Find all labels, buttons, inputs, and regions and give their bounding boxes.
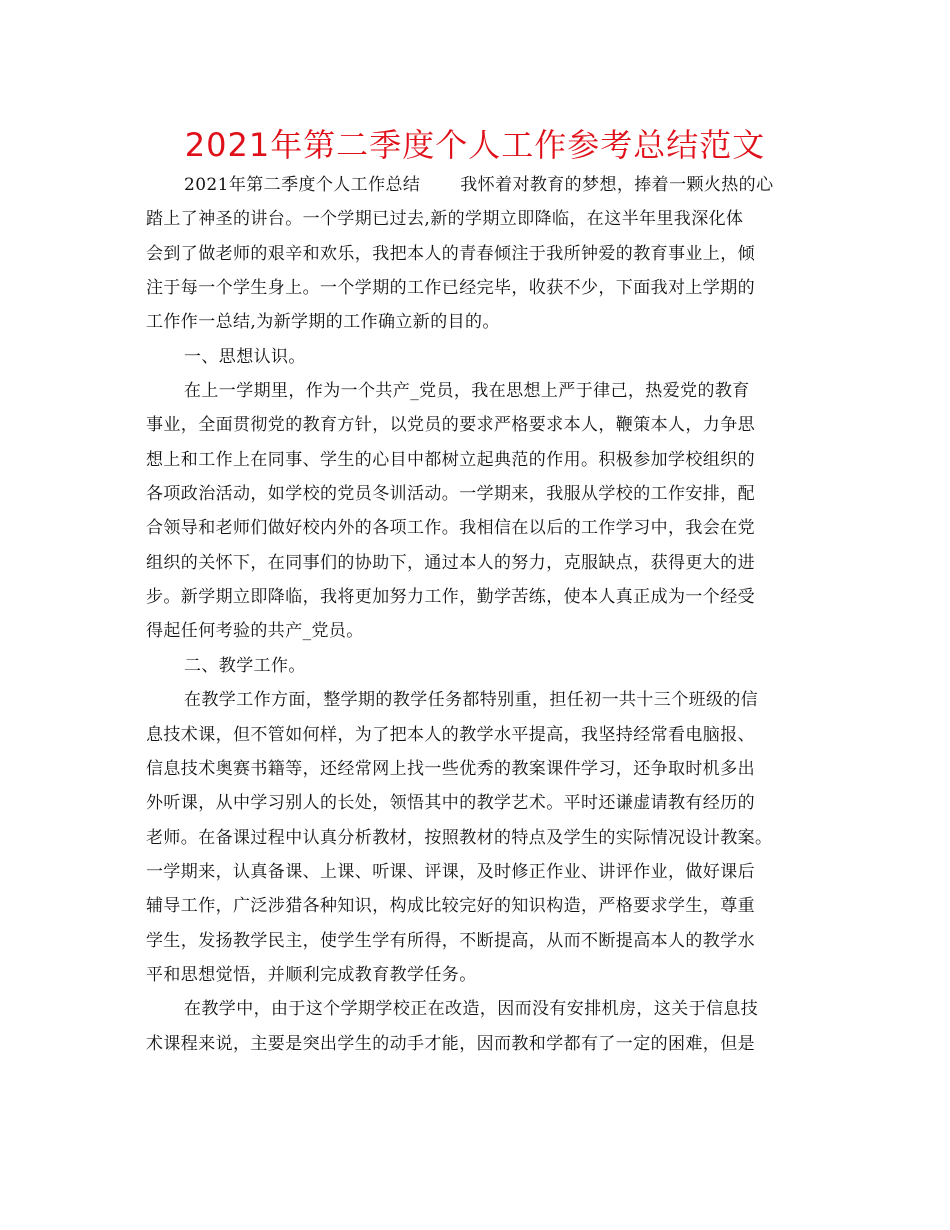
text-line xyxy=(146,202,806,236)
text-line xyxy=(146,718,806,752)
text-line xyxy=(146,374,806,408)
text-line-content: 注于每一个学生身上。一个学期的工作已经完毕，收获不少，下面我对上学期的 xyxy=(146,278,755,299)
text-line-content: 合领导和老师们做好校内外的各项工作。我相信在以后的工作学习中，我会在党 xyxy=(146,518,755,539)
text-line xyxy=(146,855,806,889)
text-line-content: 二、教学工作。 xyxy=(184,655,306,676)
text-line xyxy=(146,340,806,374)
text-line-content: 工作作一总结,为新学期的工作确立新的目的。 xyxy=(146,312,500,333)
text-line-content: 信息技术奥赛书籍等，还经常网上找一些优秀的教案课件学习，还争取时机多出 xyxy=(146,758,755,779)
text-line-content: 术课程来说，主要是突出学生的动手才能，因而教和学都有了一定的困难，但是 xyxy=(146,1033,755,1054)
text-line xyxy=(146,958,806,992)
text-line xyxy=(146,511,806,545)
text-line xyxy=(146,786,806,820)
text-line-content: 我怀着对教育的梦想，捧着一颗火热的心 xyxy=(460,175,774,195)
text-line xyxy=(146,924,806,958)
text-line-content: 息技术课，但不管如何样，为了把本人的教学水平提高，我坚持经常看电脑报、 xyxy=(146,724,755,745)
text-line-content: 辅导工作，广泛涉猎各种知识，构成比较完好的知识构造，严格要求学生，尊重 xyxy=(146,896,755,917)
text-line-content: 会到了做老师的艰辛和欢乐，我把本人的青春倾注于我所钟爱的教育事业上，倾 xyxy=(146,243,755,264)
text-line xyxy=(146,305,806,339)
text-line-content: 一、思想认识。 xyxy=(184,346,306,367)
text-line xyxy=(146,443,806,477)
text-line-content: 一学期来，认真备课、上课、听课、评课，及时修正作业、讲评作业，做好课后 xyxy=(146,861,755,882)
text-line xyxy=(146,992,806,1026)
text-line-content: 想上和工作上在同事、学生的心目中都树立起典范的作用。积极参加学校组织的 xyxy=(146,449,755,470)
text-line-content: 在教学工作方面，整学期的教学任务都特别重，担任初一共十三个班级的信 xyxy=(184,690,759,711)
text-line xyxy=(146,649,806,683)
text-line-content: 步。新学期立即降临，我将更加努力工作，勤学苦练，使本人真正成为一个经受 xyxy=(146,587,755,608)
text-line-content: 事业，全面贯彻党的教育方针，以党员的要求严格要求本人，鞭策本人，力争思 xyxy=(146,415,755,436)
document-title: 2021年第二季度个人工作参考总结范文 xyxy=(184,126,766,164)
text-line xyxy=(146,683,806,717)
text-line-content: 踏上了神圣的讲台。一个学期已过去,新的学期立即降临，在这半年里我深化体 xyxy=(146,209,744,230)
text-line-content: 在教学中，由于这个学期学校正在改造，因而没有安排机房，这关于信息技 xyxy=(184,999,759,1020)
text-line xyxy=(146,752,806,786)
document-body xyxy=(146,168,806,1061)
text-line-content: 2021年第二季度个人工作总结 xyxy=(184,175,421,195)
text-line-content: 外听课，从中学习别人的长处，领悟其中的教学艺术。平时还谦虚请教有经历的 xyxy=(146,793,755,814)
text-line xyxy=(146,168,806,202)
text-line-content: 在上一学期里，作为一个共产_党员，我在思想上严于律己，热爱党的教育 xyxy=(184,381,750,402)
text-line xyxy=(146,408,806,442)
text-line xyxy=(146,1027,806,1061)
text-line-content: 老师。在备课过程中认真分析教材，按照教材的特点及学生的实际情况设计教案。 xyxy=(146,827,773,848)
text-line-content: 学生，发扬教学民主，使学生学有所得，不断提高，从而不断提高本人的教学水 xyxy=(146,930,755,951)
text-line xyxy=(146,477,806,511)
text-line xyxy=(146,546,806,580)
text-line-content: 各项政治活动，如学校的党员冬训活动。一学期来，我服从学校的工作安排，配 xyxy=(146,484,755,505)
text-line xyxy=(146,271,806,305)
text-line xyxy=(146,821,806,855)
text-line xyxy=(146,237,806,271)
text-line-content: 平和思想觉悟，并顺利完成教育教学任务。 xyxy=(146,964,477,985)
text-line-content: 组织的关怀下，在同事们的协助下，通过本人的努力，克服缺点，获得更大的进 xyxy=(146,552,755,573)
text-line xyxy=(146,580,806,614)
text-line-content: 得起任何考验的共产_党员。 xyxy=(146,621,364,642)
text-line xyxy=(146,889,806,923)
text-line xyxy=(146,614,806,648)
